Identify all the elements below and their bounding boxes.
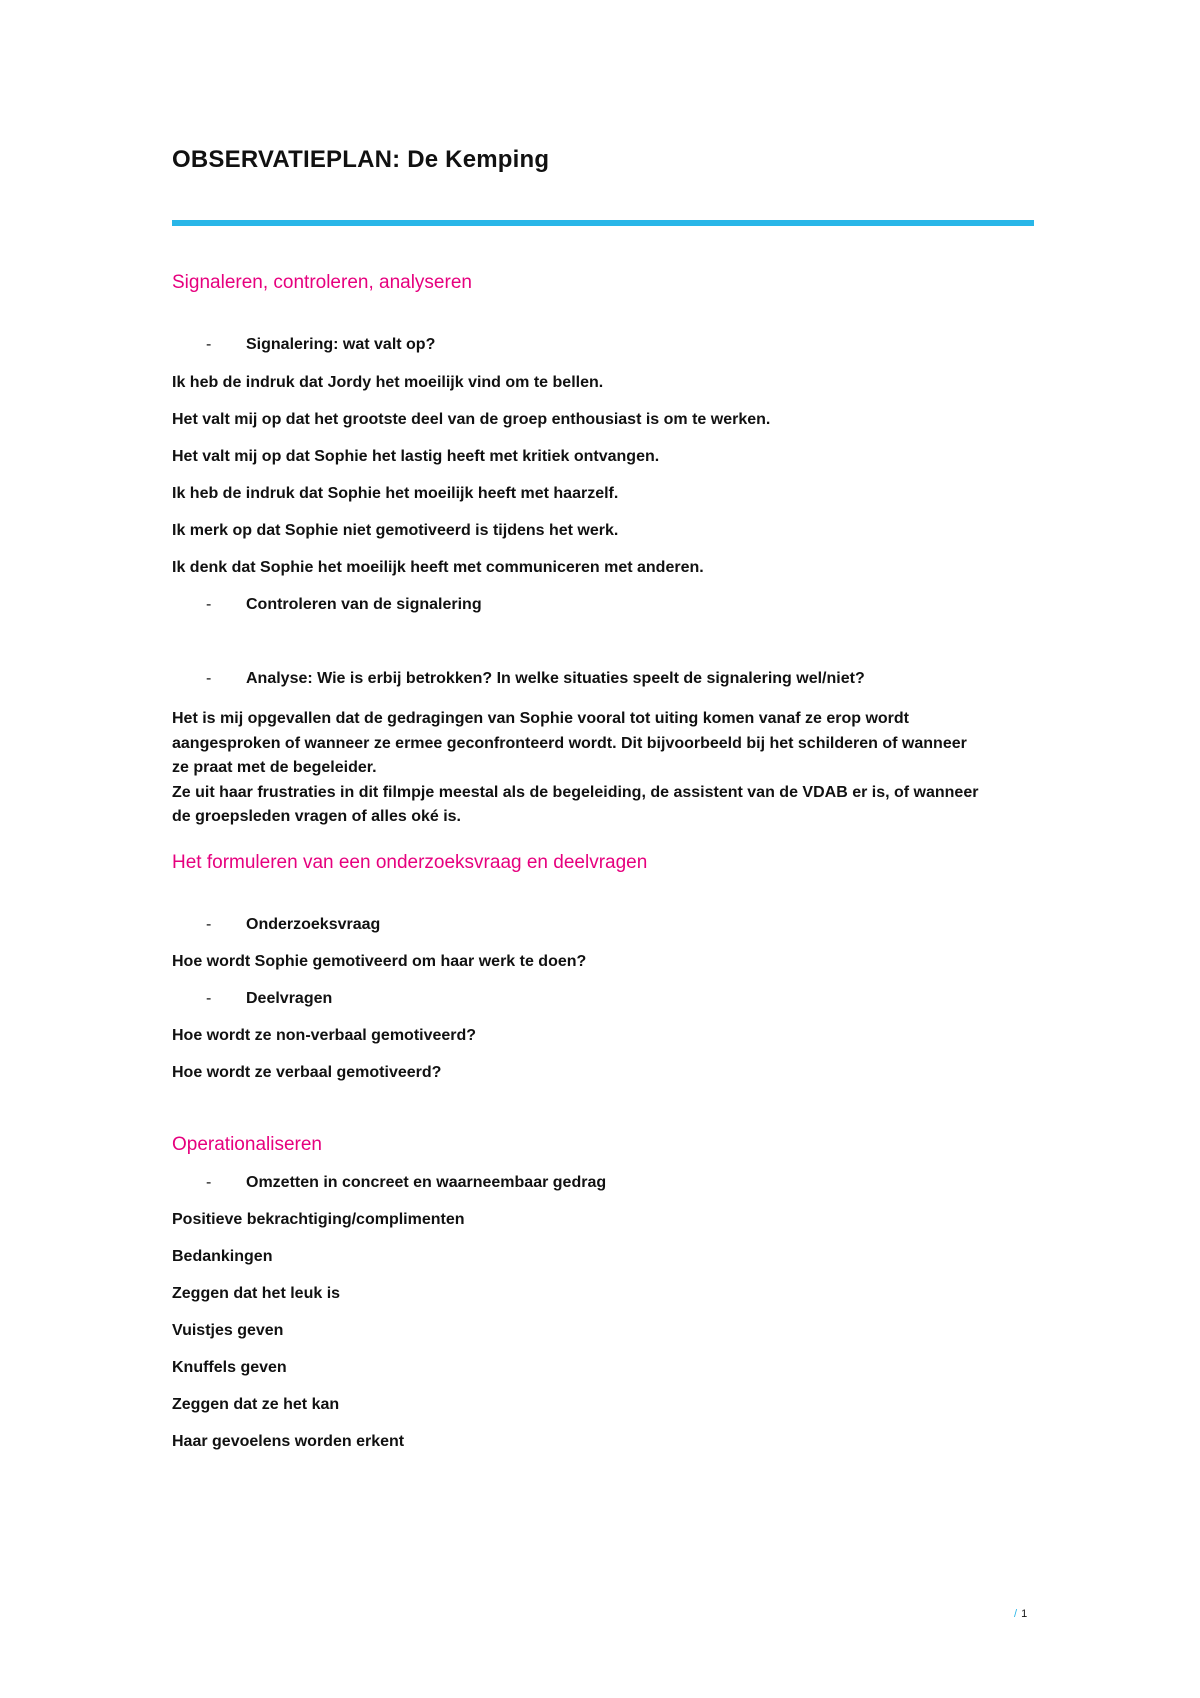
behavior-item: Zeggen dat het leuk is: [172, 1285, 341, 1302]
page-number: 1: [1021, 1608, 1028, 1620]
bullet-label: Onderzoeksvraag: [246, 916, 381, 933]
heading-operationaliseren: Operationaliseren: [172, 1134, 322, 1155]
bullet-label: Deelvragen: [246, 990, 333, 1007]
bullet-dash: -: [206, 670, 212, 687]
behavior-item: Vuistjes geven: [172, 1322, 284, 1339]
bullet-dash: -: [206, 336, 212, 353]
behavior-item: Zeggen dat ze het kan: [172, 1396, 340, 1413]
bullet-dash: -: [206, 990, 212, 1007]
bullet-dash: -: [206, 1174, 212, 1191]
bullet-label: Analyse: Wie is erbij betrokken? In welke situaties speelt de signalering wel/niet?: [246, 670, 865, 687]
bullet-dash: -: [206, 916, 212, 933]
observation-line: Ik merk op dat Sophie niet gemotiveerd is tijdens het werk.: [172, 522, 619, 539]
analysis-paragraph: [172, 707, 982, 830]
bullet-dash: -: [206, 596, 212, 613]
observation-line: Het valt mij op dat het grootste deel van de groep enthousiast is om te werken.: [172, 411, 771, 428]
behavior-item: Bedankingen: [172, 1248, 273, 1265]
bullet-label: Controleren van de signalering: [246, 596, 482, 613]
analysis-paragraph-2: Ze uit haar frustraties in dit filmpje meestal als de begeleiding, de assistent van de VDAB er is, of wanneer de groepsleden vragen of alles oké is.: [172, 783, 979, 825]
title-divider: [172, 220, 1034, 226]
page-footer: [1014, 1608, 1027, 1620]
bullet-analyse: [206, 670, 865, 688]
research-question: Hoe wordt Sophie gemotiveerd om haar werk te doen?: [172, 953, 587, 970]
bullet-controleren: [206, 596, 482, 614]
observation-line: Ik heb de indruk dat Jordy het moeilijk vind om te bellen.: [172, 374, 604, 391]
analysis-paragraph-1: Het is mij opgevallen dat de gedragingen van Sophie vooral tot uiting komen vanaf ze erop wordt aangesproken of wanneer ze ermee geconfronteerd wordt. Dit bijvoorbeeld bij het schilderen of wanneer ze praat met de begeleider.: [172, 710, 967, 776]
behavior-item: Positieve bekrachtiging/complimenten: [172, 1211, 465, 1228]
sub-question: Hoe wordt ze non-verbaal gemotiveerd?: [172, 1027, 477, 1044]
sub-question: Hoe wordt ze verbaal gemotiveerd?: [172, 1064, 442, 1081]
bullet-omzetten: [206, 1174, 606, 1192]
bullet-deelvragen: [206, 990, 332, 1008]
bullet-signalering: [206, 336, 435, 354]
observation-line: Het valt mij op dat Sophie het lastig heeft met kritiek ontvangen.: [172, 448, 660, 465]
bullet-label: Omzetten in concreet en waarneembaar gedrag: [246, 1174, 607, 1191]
observation-line: Ik heb de indruk dat Sophie het moeilijk heeft met haarzelf.: [172, 485, 619, 502]
observation-line: Ik denk dat Sophie het moeilijk heeft met communiceren met anderen.: [172, 559, 704, 576]
behavior-item: Haar gevoelens worden erkent: [172, 1433, 405, 1450]
bullet-label: Signalering: wat valt op?: [246, 336, 436, 353]
heading-onderzoeksvraag: Het formuleren van een onderzoeksvraag en deelvragen: [172, 852, 648, 873]
behavior-item: Knuffels geven: [172, 1359, 287, 1376]
heading-signaleren: Signaleren, controleren, analyseren: [172, 272, 472, 293]
footer-separator: /: [1014, 1608, 1018, 1620]
bullet-onderzoeksvraag: [206, 916, 380, 934]
document-title: OBSERVATIEPLAN: De Kemping: [172, 146, 550, 173]
